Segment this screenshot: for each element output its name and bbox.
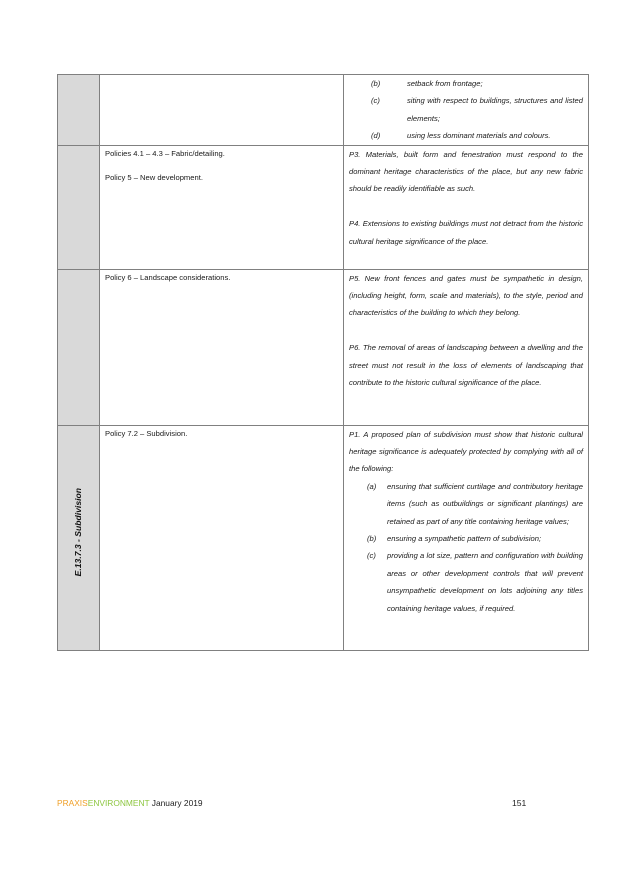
policy-cell — [100, 75, 344, 146]
footer-brand-environment: ENVIRONMENT — [87, 798, 150, 808]
policy-text: Policies 4.1 – 4.3 – Fabric/detailing. — [105, 148, 225, 158]
requirement-p5: P5. New front fences and gates must be sympathetic in design, (including height, form, scale and materials), to the style, period and characteristics of the building to which they belong. — [349, 273, 583, 318]
requirement-p1: P1. A proposed plan of subdivision must show that historic cultural heritage significance is adequately protected by complying with all of the following: — [349, 429, 583, 474]
requirement-cell — [344, 145, 589, 269]
policy-cell — [100, 269, 344, 425]
policy-cell — [100, 145, 344, 269]
heritage-provisions-table — [57, 74, 589, 651]
side-label-cell — [58, 145, 100, 269]
policy-text: Policy 6 – Landscape considerations. — [105, 272, 231, 282]
requirement-p6: P6. The removal of areas of landscaping between a dwelling and the street must not result in the loss of elements of landscaping that contribute to the historic cultural significance of the place. — [349, 343, 583, 388]
requirement-p3: P3. Materials, built form and fenestration must respond to the dominant heritage characteristics of the place, but any new fabric should be readily identifiable as such. — [349, 149, 583, 194]
policy-text: Policy 7.2 – Subdivision. — [105, 428, 188, 438]
side-label-cell — [58, 269, 100, 425]
requirement-cell — [344, 425, 589, 650]
table-row — [58, 145, 589, 269]
list-item: (d) using less dominant materials and colours. — [371, 131, 551, 141]
list-item: (c) providing a lot size, pattern and configuration with building areas or other development controls that will prevent unsympathetic development on lots adjoining any titles containing heritage values, if required. — [367, 551, 583, 613]
table-row — [58, 269, 589, 425]
policy-cell — [100, 425, 344, 650]
list-item: (b) ensuring a sympathetic pattern of subdivision; — [367, 534, 542, 544]
side-label-cell — [58, 425, 100, 650]
table-row — [58, 75, 589, 146]
section-label: E.13.7.3 - Subdivision — [72, 487, 83, 576]
footer-date: January 2019 — [151, 798, 203, 808]
policy-text: Policy 5 – New development. — [105, 172, 203, 182]
table-row — [58, 425, 589, 650]
requirement-cell — [344, 269, 589, 425]
page-number: 151 — [512, 798, 527, 808]
list-item: (a) ensuring that sufficient curtilage and contributory heritage items (such as outbuildings or significant plantings) are retained as part of any title containing heritage values; — [367, 481, 583, 526]
side-label-cell — [58, 75, 100, 146]
list-item: (b) setback from frontage; — [371, 79, 483, 88]
requirement-cell — [344, 75, 589, 146]
footer — [57, 798, 203, 808]
footer-brand-praxis: PRAXIS — [57, 798, 88, 808]
list-item: (c) siting with respect to buildings, structures and listed elements; — [371, 96, 583, 123]
requirement-p4: P4. Extensions to existing buildings must not detract from the historic cultural heritage significance of the place. — [349, 219, 583, 246]
